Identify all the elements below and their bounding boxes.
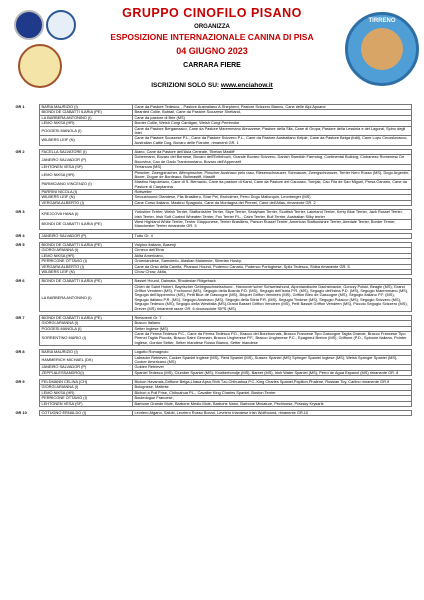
breeds-cell: Rimanenti Gr. 7 xyxy=(133,315,412,320)
page-header xyxy=(0,0,424,96)
judge-name: ZEPPI ALESSANDRO(I) xyxy=(40,370,133,375)
breeds-cell: Cane Corso Italiano, Mastino Spagnolo, Cane da Montagna dei Pirenei, Cane dell'Atlas, rimanente GR. 2 xyxy=(133,200,412,205)
page-title: GRUPPO CINOFILO PISANO xyxy=(122,6,302,20)
judge-name: PERRICONE OTTAVIO (I) xyxy=(40,259,133,264)
breeds-cell: Setter Inglese (MS) xyxy=(133,326,412,331)
table-row xyxy=(14,136,412,146)
breeds-cell: Cane da Pastore Tedesco, , Pastore Australiano A.Shepherd, Pastore Svizzero Bianco, Cane delle Alpi Apuane xyxy=(133,105,412,110)
breeds-cell: Volpino Italiano, Basenji xyxy=(133,243,412,248)
judge-name: BIONDI DE CIABATTI ILARIA (PE) xyxy=(40,279,133,284)
breeds-cell: Chow Chow, Akita, xyxy=(133,269,412,274)
signup-link[interactable]: www.enciahow.it xyxy=(220,82,273,89)
group-label: GR 6 xyxy=(15,278,25,284)
table-row xyxy=(14,410,412,415)
judge-name: KREJCOVA HANA (I) xyxy=(40,210,133,220)
breeds-cell: Barbone Grande Mole, Barbone Medio Mole, Barbone Nano, Barbone Miniature, Pechinese, Prazsky Krysarik xyxy=(133,401,412,406)
breeds-cell: Border Collie, Welsh Corgi Cardigan, Welsh Corgi Pembroke xyxy=(133,121,412,126)
breeds-cell: Bouledogue Francese, xyxy=(133,396,412,401)
judge-name: WILBERS LEIF (N) xyxy=(40,195,133,200)
group-label: GR 10 xyxy=(15,409,27,415)
judge-name: POGGESI MANOLA (I) xyxy=(40,126,133,136)
event-venue: CARRARA FIERE xyxy=(183,62,241,69)
breeds-cell: Dobermann, Bovaro del Bernese, Bovaro dell'Entlebuch, Grande Bovaro Svizzero, Danish Swedish Farmdog, Continental Bulldog, Ciobanesc Romenesc De Bucovina, Cao de Gado Transmontano, Bovaro dell'Appenzell xyxy=(133,155,412,165)
group-label: GR 8 xyxy=(15,349,25,355)
judge-name: LA BARBERA ANTONINO (I) xyxy=(40,115,133,120)
judges-table xyxy=(14,104,412,416)
judge-name: LEMO NIKSA (HR) xyxy=(40,390,133,395)
breeds-cell: Yorkshire Terrier, Welsh Terrier, Staffordshire Terrier, Skye Terrier, Sealyham Terrier, Scottish Terrier, Lakeland Terrier, Kerry Blue Terrier, Jack Russel Terrier, Irish Terrier, Irish Soft Coated Wheaten Terrier, Fox Terrier P.L., Cairn Terrier, Bull Terrier, Australian Silky terrier xyxy=(133,210,412,220)
judge-name: GIORGI ARIANNA (I) xyxy=(40,385,133,390)
judge-name: JANEIRO SALVADOR (P) xyxy=(40,155,133,165)
group-label: GR 5 xyxy=(15,242,25,247)
judge-name: FELDMANN CELINA (CH) xyxy=(40,380,133,385)
table-row xyxy=(14,219,412,229)
breeds-cell: West Highland White Terrier, Terrier Giapponese, Terrier Brasiliero, Parson Russel Terrier, American Staffordshire Terrier, Airedale Terrier, Border Terrier, Manchester Terrier rimanente GR. 3 xyxy=(133,219,412,229)
judge-name: WILBERS LEIF (N) xyxy=(40,269,133,274)
exhibition-name: ESPOSIZIONE INTERNAZIONALE CANINA DI PISA xyxy=(110,32,314,42)
judge-name: POGGESI MANOLA (I) xyxy=(40,326,133,331)
judge-name: PARMICIANO VINCENZO (I) xyxy=(40,180,133,190)
judge-name: JANEIRO SALVADOR (P) xyxy=(40,233,133,238)
breeds-cell: Smoushound Olandese, Fila Brasiliero, Shar Pei, Broholmer, Perro Dogo Mallorquin, Leonberger (MS) xyxy=(133,195,412,200)
breeds-cell: Alano, Cane da Pastore dell'Asia Centrale, Tibetan Mastiff xyxy=(133,150,412,155)
breeds-cell: Mastino Napoletano, Cane di S. Bernardo, Cane da pastore di Karst, Cane da Pastore del Caucaso, Tornjak, Cao Fila de Sao Miguel, Presa Canario, Cane da Pastore di Ciarplanina xyxy=(133,180,412,190)
judge-name: WILBERS LEIF (N) xyxy=(40,136,133,146)
group-label: GR 9 xyxy=(15,379,25,384)
signup-line xyxy=(0,82,424,89)
group-label: GR 3 xyxy=(15,209,25,215)
breeds-cell: Cane da Pastore Bergamasco, Cane da Pastore Maremmano Abruzzese, Pastore della Sila, Cane di Oropa, Pastore della Lessinia e del Lagorai, Spino degli Iblei xyxy=(133,126,412,136)
judge-name: LEHTONEN VESA (SF) xyxy=(40,401,133,406)
organizza-label: ORGANIZZA xyxy=(194,24,230,30)
group-label: GR 4 xyxy=(15,232,25,238)
judge-name: BIONDI DE CIABATTI ILARIA (PE) xyxy=(40,315,133,320)
breeds-cell: Bichon Havanais,Griffone Belga,Lhasa Apso,Shih Tzu,Chihuahua P.C.,King Charles Spaniel,Papillon,Phalene, Russian Toy, Carlino rimanente GR.9 xyxy=(133,380,412,385)
signup-prefix: ISCRIZIONI SOLO SU: xyxy=(151,82,221,89)
breeds-cell: Basset Hound, Dalmata, Rhodesian Ridgeback xyxy=(133,279,412,284)
judge-name: HAMMERICH MICHAEL (DK) xyxy=(40,355,133,365)
breeds-cell: Cane da Pastore Scozzese P.L., Cane da Pastore Svizzero P.L., Cane da Pastore Australiano Kelpie, Cane da Pastore Belga (tutti), Cane Lupo Cecoslovacco, Australian Cattle Dog, Bovaro delle Fiandre, rimanenti GR. 1 xyxy=(133,136,412,146)
group-label: GR 7 xyxy=(15,314,25,320)
group-label: GR 1 xyxy=(15,104,25,109)
judge-name: GIORGI ARIANNA (I) xyxy=(40,248,133,253)
judge-name: LA BARBERA ANTONINO (I) xyxy=(40,284,133,311)
breeds-cell: Cane da pastore di Brie (MS) xyxy=(133,115,412,120)
judge-name: PERRICONE OTTAVIO (I) xyxy=(40,396,133,401)
breeds-cell: Cane da Ferma Tedesco P.C., Cane da Ferma Tedesco P.D., Bracco del Bourbonnais, Bracco Francese Tipo Gascogne Taglia Grande, Bracco Francese Tipo Pirenei Taglia Piccola, Bracco Saint Germain, Bracco Ungherese P.F., Bracco Ungherese P.C., Epagneul Breton (MS), Griffone (P.D., Spinone Italiano, Pointer Inglese, Gordon Setter, Setter Irlandese Rosso Bianco, Setter Irlandese xyxy=(133,332,412,346)
breeds-cell: Bearded Collie, Bobtail, Cane da Pastore Scozzese Shetland, xyxy=(133,110,412,115)
breeds-cell: Bolognese, Maltese xyxy=(133,385,412,390)
judge-name: LEHTONEN VESA (SF) xyxy=(40,165,133,170)
judge-name: VERGARA ALBERTO (I) xyxy=(40,200,133,205)
judge-name: VERGARA ALBERTO (I) xyxy=(40,264,133,269)
breeds-cell: Cane da Orso della Carelia, Pharaon Hound, Podenco Canario, Podenco Portoghese, Spitz Tedesco, Shiba rimanente GR. 5 xyxy=(133,264,412,269)
judge-name: BARIA MAURIZIO (I) xyxy=(40,350,133,355)
breeds-cell: Lagotto Romagnolo xyxy=(133,350,412,355)
breeds-cell: Levriero Afgano, Saluki, Levriero Russo Borzoi, Levriero Irlandese Irish Wolfhound, rimanente GR.10 xyxy=(133,410,412,415)
event-date: 04 GIUGNO 2023 xyxy=(176,46,248,56)
judge-name: JANEIRO SALVADOR (P) xyxy=(40,365,133,370)
judge-name: BARIA MAURIZIO (I) xyxy=(40,105,133,110)
judge-name: LEMO NIKSA (HR) xyxy=(40,170,133,180)
breeds-cell: Rottweiler xyxy=(133,190,412,195)
group-label: GR 2 xyxy=(15,149,25,154)
breeds-cell: Spaniel Tedesco (MS), Clumber Spaniel (MS), Kooikerhondje (MS), Barbet (MS), Irish Water Spaniel (MS), Perro de Agua Espanol (MS) rimanente GR. 8 xyxy=(133,370,412,375)
judge-name: BIONDI DE CIABATTI ILARIA (PE) xyxy=(40,243,133,248)
table-row xyxy=(14,210,412,220)
judge-name: GIORGI ARIANNA (I) xyxy=(40,321,133,326)
judge-name: BIONDI DE CIABATTI ILARIA (PE) xyxy=(40,219,133,229)
judge-name: SORRENTINO MARIO (I) xyxy=(40,332,133,346)
breeds-cell: Tutto Gr. 4 xyxy=(133,233,412,238)
breeds-cell: Pinscher, Zwergpinscher, Affenpinscher, Pinscher Austriaco pelo raso, Riesenschnauzer, Schnauzer, Zwergschnauzer, Terrier Nero Russo (MS), Dogo Argentin, Boxer, Dogue de Bordeaux, Bullmastiff, Mastiff xyxy=(133,170,412,180)
table-row xyxy=(14,284,412,311)
breeds-cell: Chien de Saint Hubert, Bayrischer Gebirgsschweisshund , Hannover'scher Schweisshund, Alpenlandische Dachsbracke, Gonczy Polski, Beagle (MS), Grand Griffon Vendeen (MS), Foxhound (MS), Segugio della Bosnia P.D. (MS), Segugio dell'Istria P.R. (MS), Segugio dell'Istria P.D. (MS), Segugio Maremmano (MS), Segugio dell'Appennino (MS), Petit Blue de Gascogne (MS), Briquet Griffon Vendeen (MS), Griffon Bleu de Gascogne (MS), Segugio Italiano P.F. (MS), Segugio Italiano P.R. (MS), Segugio Austriaco (MS), Segugio della Stiria P.R. (MS), Segugio Tirolese (MS), Segugio Polacco (MS), Segugio Svizzero (MS), Segugio Tedesco (MS), Segugio della Westfalia (MS),Grand Basset Griffon Vendeen (MS), Petit Basset Griffon Vendeen (MS), Piccolo Segugio Svizzero (MS), Drever (MS) rimanenti razze GR. 6 riconosciute SIPS (MS) xyxy=(133,284,412,311)
judge-name: FACELLA SALVATORE (I) xyxy=(40,150,133,155)
breeds-cell: Terranova (MS) xyxy=(133,165,412,170)
judge-name: BIONDI DE CIABATTI ILARIA (PE) xyxy=(40,110,133,115)
breeds-cell: Bracco Italiano xyxy=(133,321,412,326)
judge-name: LEMO NIKSA (HR) xyxy=(40,121,133,126)
table-row xyxy=(14,332,412,346)
table-row xyxy=(14,370,412,375)
breeds-cell: Bichon a Poil Frise, Chihuahua P.L., Cavalier King Charles Spaniel, Boston Terrier xyxy=(133,390,412,395)
breeds-cell: Groenlandese, Samoiedo, Alaskan Malamute, Siberian Husky, xyxy=(133,259,412,264)
breeds-cell: Akita Americano, xyxy=(133,253,412,258)
breeds-cell: Golden Retriever xyxy=(133,365,412,370)
breeds-cell: Cirneco dell'Etna xyxy=(133,248,412,253)
breeds-cell: Labrador Retriever, Cocker Spaniel Inglese (MS), Field Spaniel (MS), Sussex Spaniel (MS) Springer Spaniel Inglese (MS), Welsh Springer Spaniel (MS), Cocker Americano (MS) xyxy=(133,355,412,365)
tirreno-logo-text: TIRRENO xyxy=(368,18,396,24)
judge-name: PARRINI NICOLA (I) xyxy=(40,190,133,195)
judge-name: COTUGNO ERNALDO (I) xyxy=(40,410,133,415)
judge-name: LEMO NIKSA (HR) xyxy=(40,253,133,258)
